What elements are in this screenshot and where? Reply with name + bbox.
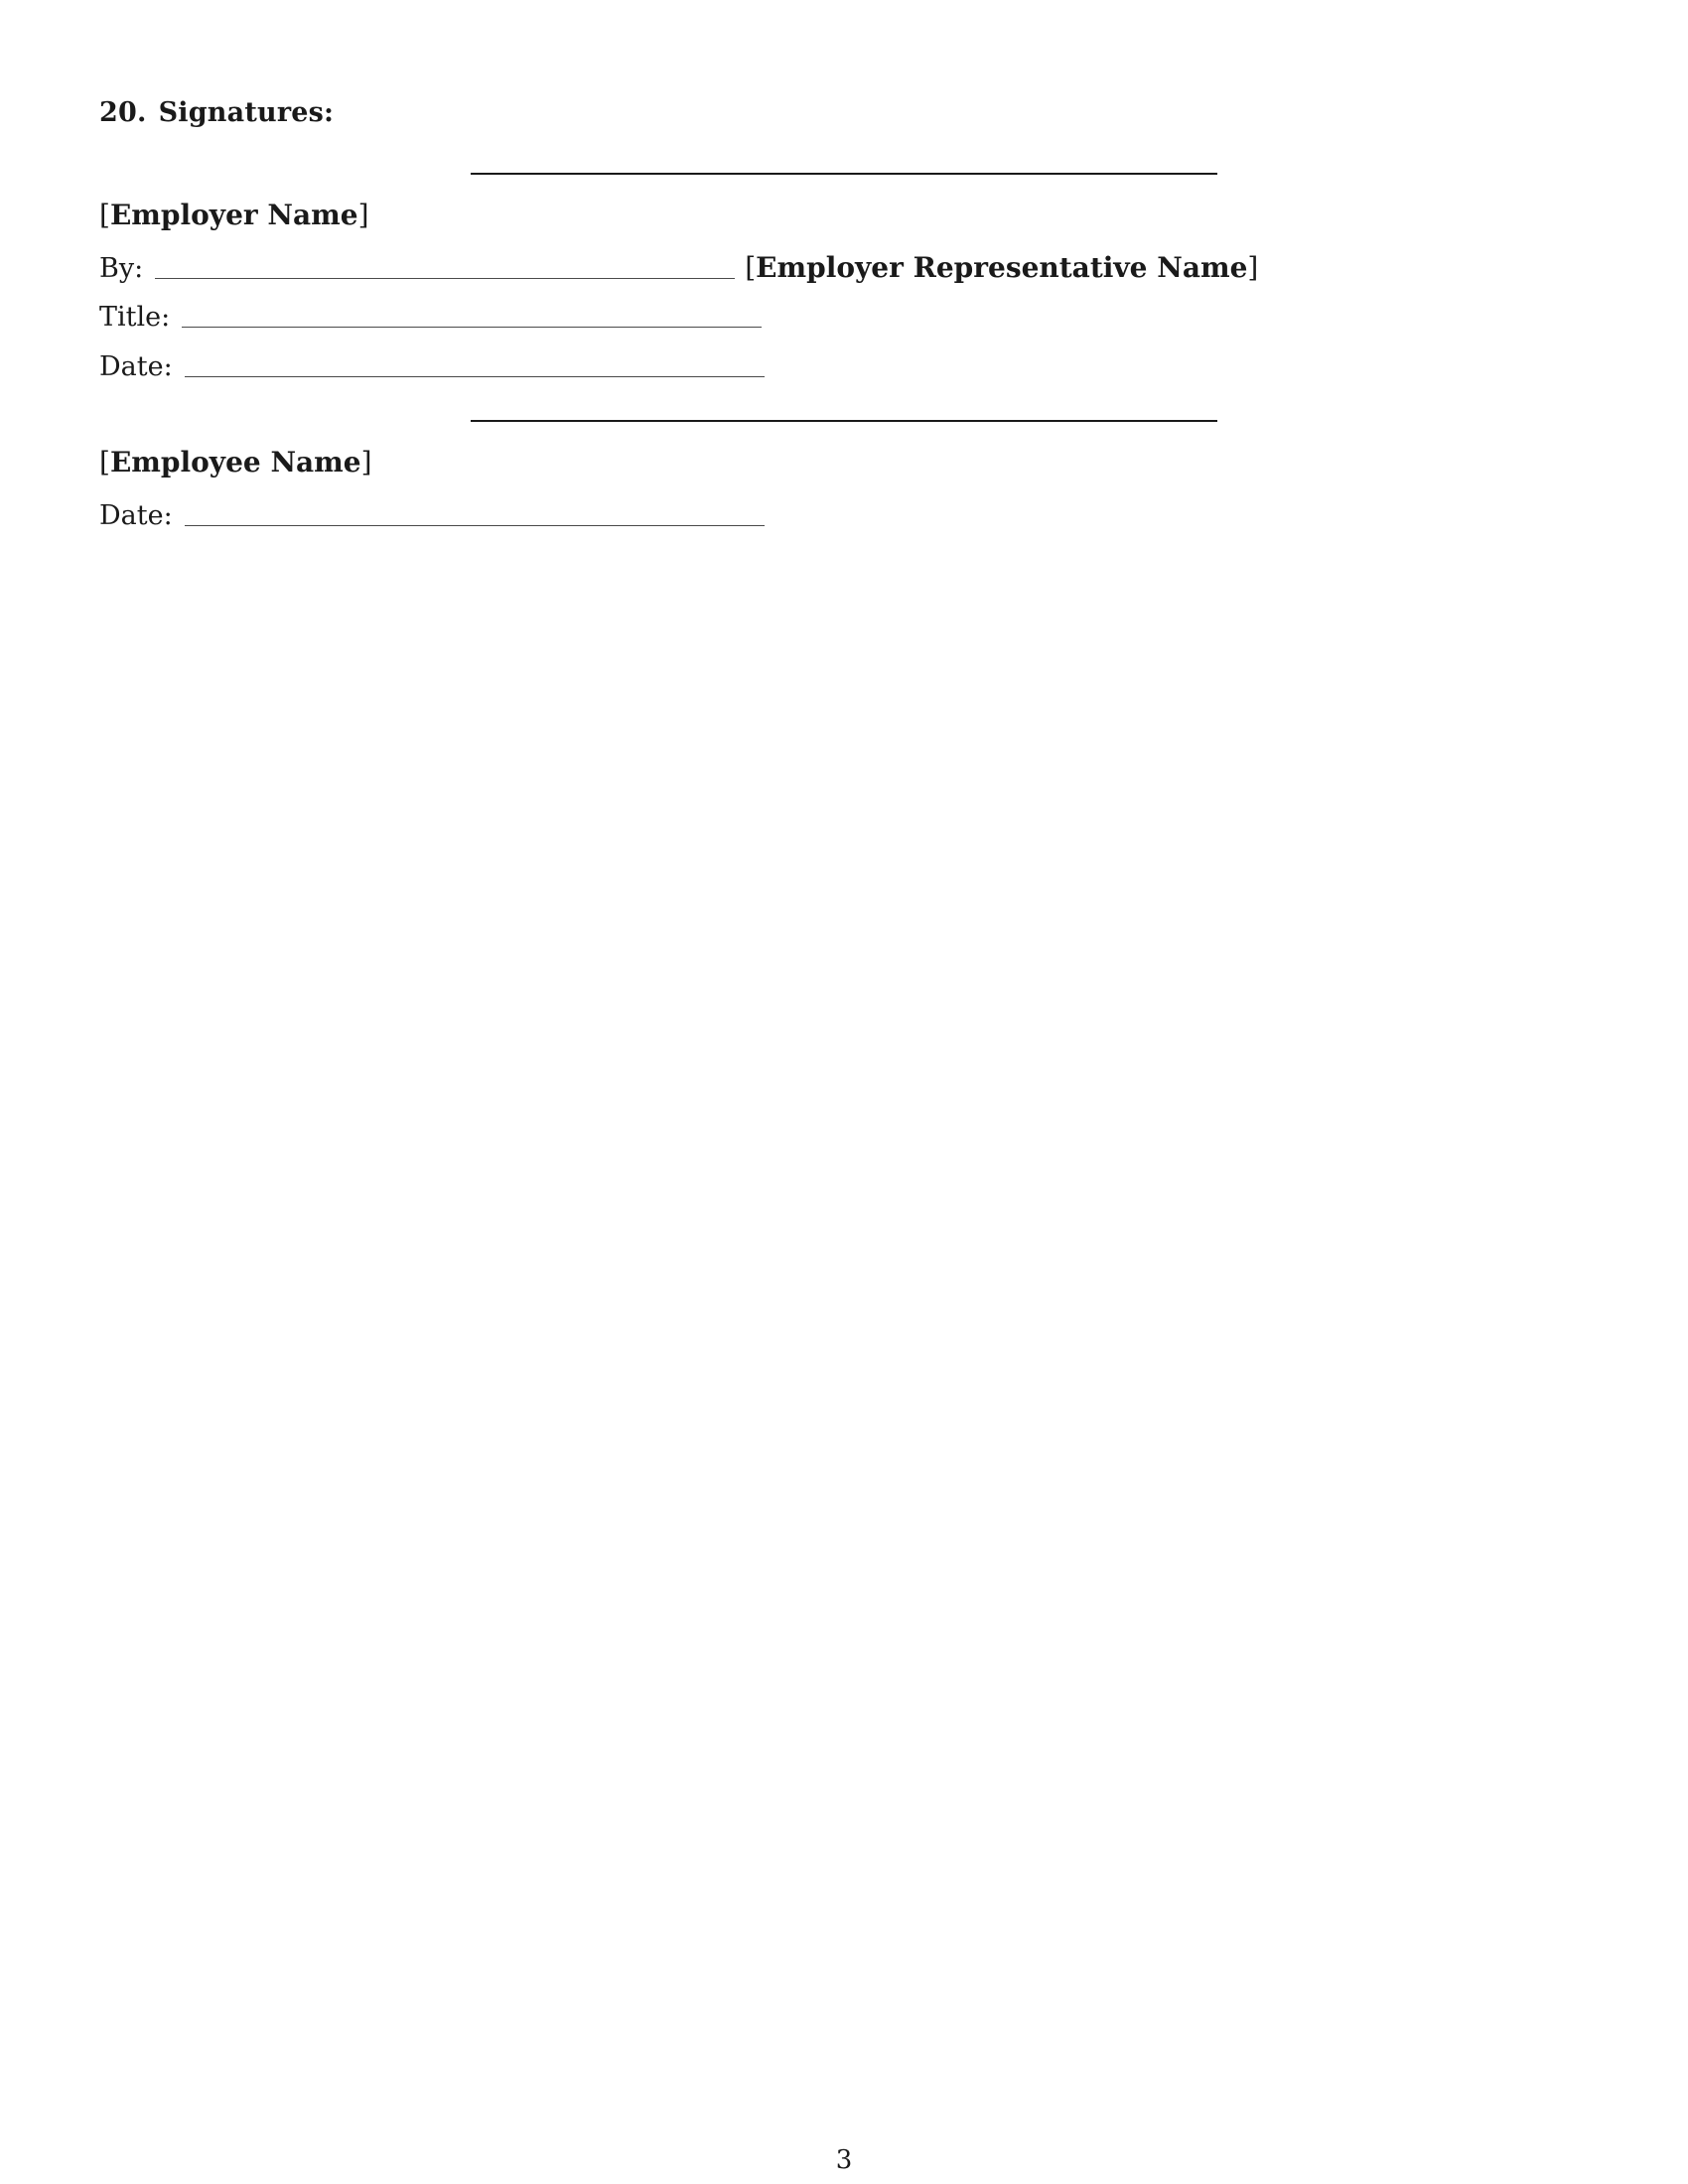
employee-date-row: [99, 495, 765, 531]
employer-representative-name: [745, 251, 1258, 284]
page-number: 3: [835, 2145, 853, 2175]
title-label: Title:: [99, 302, 171, 333]
employee-date-label: Date:: [99, 500, 173, 531]
employer-date-label: Date:: [99, 351, 173, 382]
employer-date-row: [99, 346, 765, 382]
employer-name-open-bracket: [: [99, 199, 110, 231]
employer-date-blank-field[interactable]: [185, 376, 765, 377]
employee-name-close-bracket: ]: [360, 446, 372, 478]
employee-name-text: Employee Name: [109, 446, 361, 478]
by-label: By:: [99, 253, 144, 284]
section-number: 20.: [99, 97, 147, 128]
representative-close-bracket: ]: [1247, 251, 1259, 284]
section-title: Signatures:: [158, 97, 335, 128]
representative-open-bracket: [: [745, 251, 757, 284]
employee-name: [99, 446, 372, 478]
by-blank-field[interactable]: [155, 278, 735, 279]
employee-name-open-bracket: [: [99, 446, 110, 478]
employer-signature-line: [471, 173, 1217, 175]
title-row: [99, 297, 762, 333]
employee-date-blank-field[interactable]: [185, 525, 765, 526]
employer-name-text: Employer Name: [109, 199, 358, 231]
representative-name-text: Employer Representative Name: [756, 251, 1248, 284]
title-blank-field[interactable]: [182, 327, 762, 328]
by-row: [99, 248, 1258, 284]
employee-signature-line: [471, 420, 1217, 422]
section-heading: [99, 97, 334, 128]
employer-name: [99, 199, 369, 231]
employer-name-close-bracket: ]: [357, 199, 369, 231]
